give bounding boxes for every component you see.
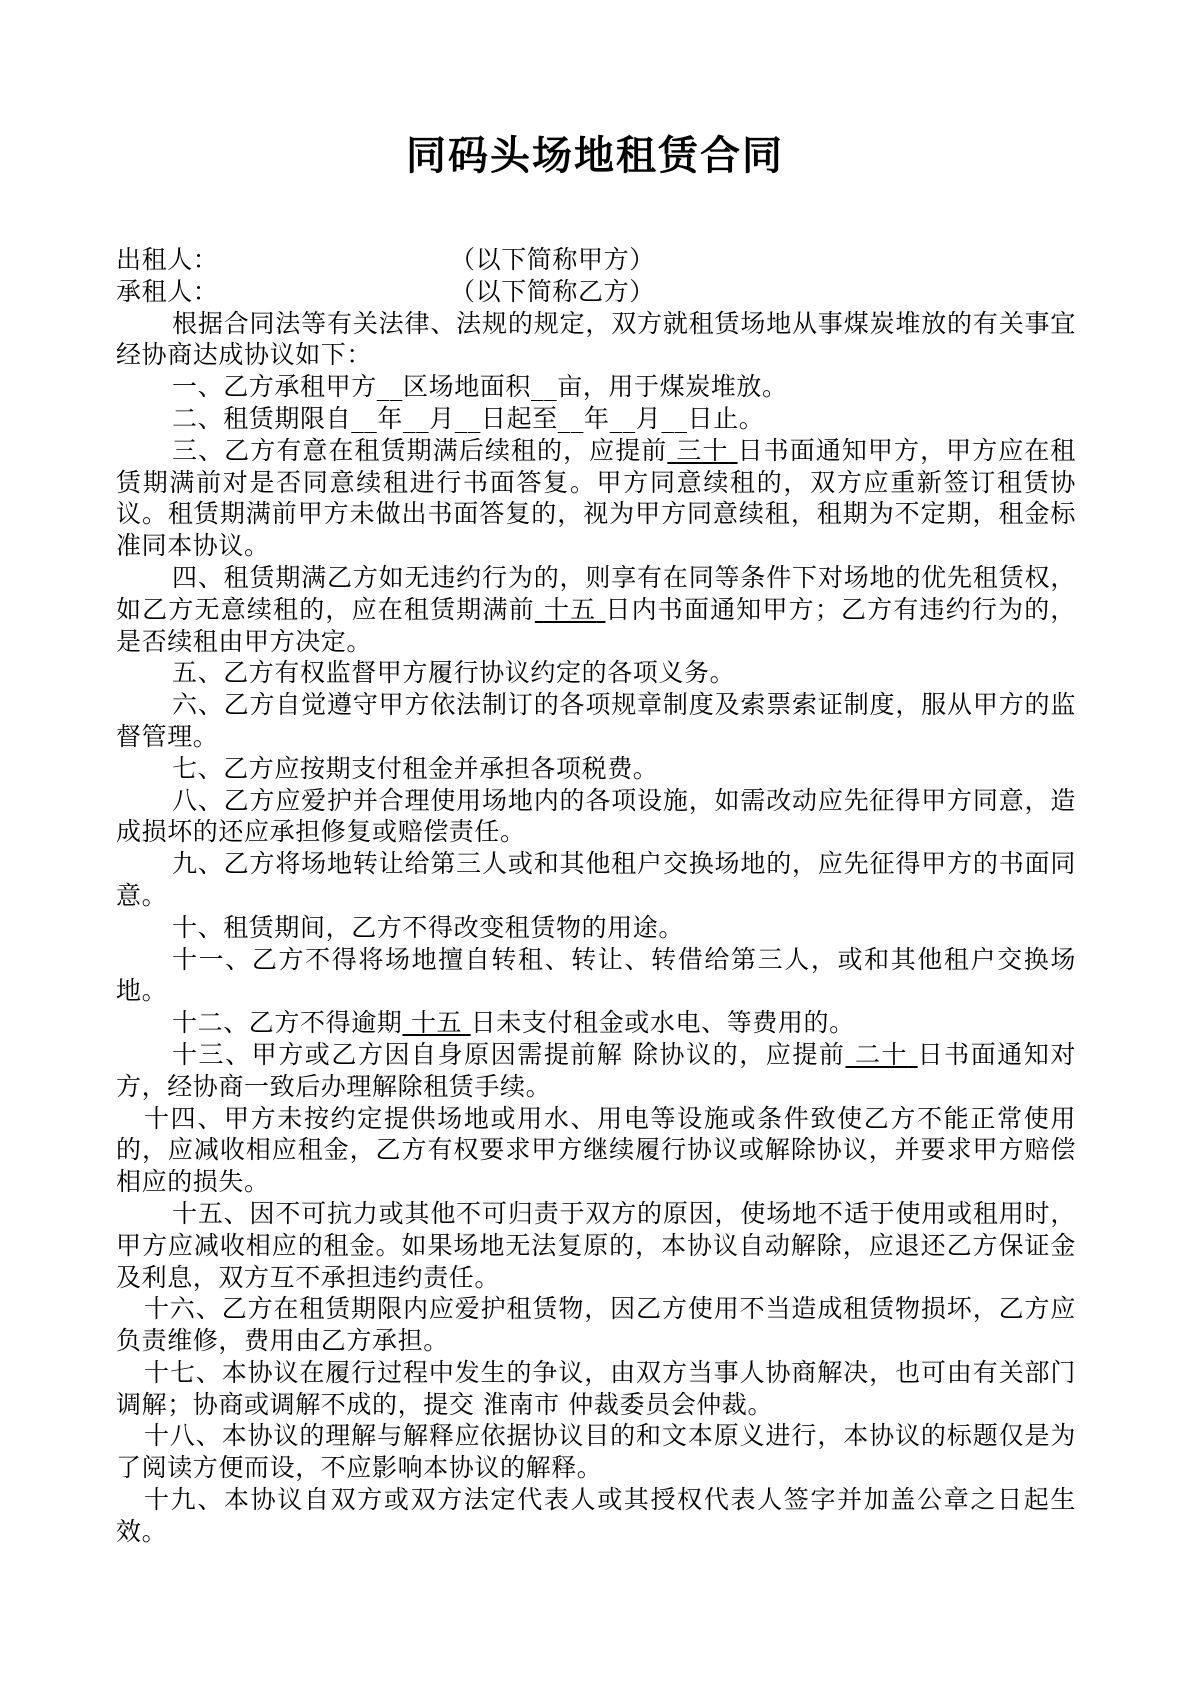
clause-4-text-a: 四、租赁期满乙方如无违约行为的，则享有在同等条件下对场地的优先租赁权，如乙方无意续租的，应在租赁期满前 bbox=[116, 562, 1076, 624]
clause-13-days: 二十 bbox=[854, 1039, 909, 1069]
clause-1: 一、乙方承租甲方__区场地面积__亩，用于煤炭堆放。 bbox=[172, 372, 788, 402]
clause-13-text-b: 日书面通知对方，经协商一致后办理解除租赁手续。 bbox=[116, 1039, 1077, 1101]
lessee-note: （以下简称乙方） bbox=[450, 276, 655, 306]
clause-12-text-a: 十二、乙方不得逾期 bbox=[172, 1008, 403, 1038]
clause-7: 七、乙方应按期支付租金并承担各项税费。 bbox=[172, 753, 659, 783]
clause-3-text-a: 三、乙方有意在租赁期满后续租的，应提前 bbox=[172, 435, 668, 465]
lessee-line bbox=[116, 276, 1076, 308]
clause-14: 十四、甲方未按约定提供场地或用水、用电等设施或条件致使乙方不能正常使用的，应减收相应租金，乙方有权要求甲方继续履行协议或解除协议，并要求甲方赔偿相应的损失。 bbox=[116, 1103, 1076, 1197]
contract-body bbox=[116, 244, 1076, 1548]
clause-10: 十、租赁期间，乙方不得改变租赁物的用途。 bbox=[172, 912, 685, 942]
clause-4-days: 十五 bbox=[543, 594, 597, 624]
clause-8: 八、乙方应爱护并合理使用场地内的各项设施，如需改动应先征得甲方同意，造成损坏的还应承担修复或赔偿责任。 bbox=[116, 785, 1076, 847]
clause-4-text-b: 日内书面通知甲方；乙方有违约行为的，是否续租由甲方决定。 bbox=[116, 594, 1077, 656]
clause-3 bbox=[116, 435, 1076, 562]
clause-17: 十七、本协议在履行过程中发生的争议，由双方当事人协商解决，也可由有关部门调解；协商或调解不成的，提交 淮南市 仲裁委员会仲裁。 bbox=[116, 1357, 1076, 1419]
lessor-note: （以下简称甲方） bbox=[450, 245, 655, 274]
clause-12-days: 十五 bbox=[410, 1008, 463, 1038]
clause-13 bbox=[116, 1039, 1076, 1103]
clause-2: 二、租赁期限自__年__月__日起至__年__月__日止。 bbox=[172, 403, 765, 433]
clause-5: 五、乙方有权监督甲方履行协议约定的各项义务。 bbox=[172, 658, 736, 688]
intro-paragraph: 根据合同法等有关法律、法规的规定，双方就租赁场地从事煤炭堆放的有关事宜经协商达成协议如下： bbox=[116, 308, 1076, 370]
lessor-line bbox=[116, 244, 1076, 276]
clause-4 bbox=[116, 562, 1076, 657]
lessee-label: 承租人： bbox=[116, 276, 219, 306]
clause-18: 十八、本协议的理解与解释应依据协议目的和文本原义进行，本协议的标题仅是为了阅读方便而设，不应影响本协议的解释。 bbox=[116, 1421, 1076, 1483]
clause-11: 十一、乙方不得将场地擅自转租、转让、转借给第三人，或和其他租户交换场地。 bbox=[116, 944, 1076, 1006]
document-title: 同码头场地租赁合同 bbox=[406, 132, 784, 179]
lessor-label: 出租人： bbox=[116, 245, 219, 274]
clause-13-text-a: 十三、甲方或乙方因自身原因需提前解 除协议的，应提前 bbox=[172, 1039, 846, 1069]
clause-6: 六、乙方自觉遵守甲方依法制订的各项规章制度及索票索证制度，服从甲方的监督管理。 bbox=[116, 690, 1076, 751]
clause-15: 十五、因不可抗力或其他不可归责于双方的原因，使场地不适于使用或租用时，甲方应减收相应的租金。如果场地无法复原的，本协议自动解除，应退还乙方保证金及利息，双方互不承担违约责任。 bbox=[116, 1198, 1076, 1292]
clause-3-days: 三十 bbox=[676, 435, 729, 465]
clause-16: 十六、乙方在租赁期限内应爱护租赁物，因乙方使用不当造成租赁物损坏，乙方应负责维修，费用由乙方承担。 bbox=[116, 1294, 1076, 1356]
clause-12 bbox=[116, 1007, 1076, 1039]
clause-19: 十九、本协议自双方或双方法定代表人或其授权代表人签字并加盖公章之日起生效。 bbox=[116, 1485, 1076, 1546]
clause-3-text-b: 日书面通知甲方，甲方应在租赁期满前对是否同意续租进行书面答复。甲方同意续租的，双方应重新签订租赁协议。租赁期满前甲方未做出书面答复的，视为甲方同意续租，租期为不定期，租金标准同本协议。 bbox=[116, 435, 1077, 561]
clause-12-text-b: 日未支付租金或水电、等费用的。 bbox=[470, 1008, 855, 1038]
clause-9: 九、乙方将场地转让给第三人或和其他租户交换场地的，应先征得甲方的书面同意。 bbox=[116, 849, 1076, 910]
